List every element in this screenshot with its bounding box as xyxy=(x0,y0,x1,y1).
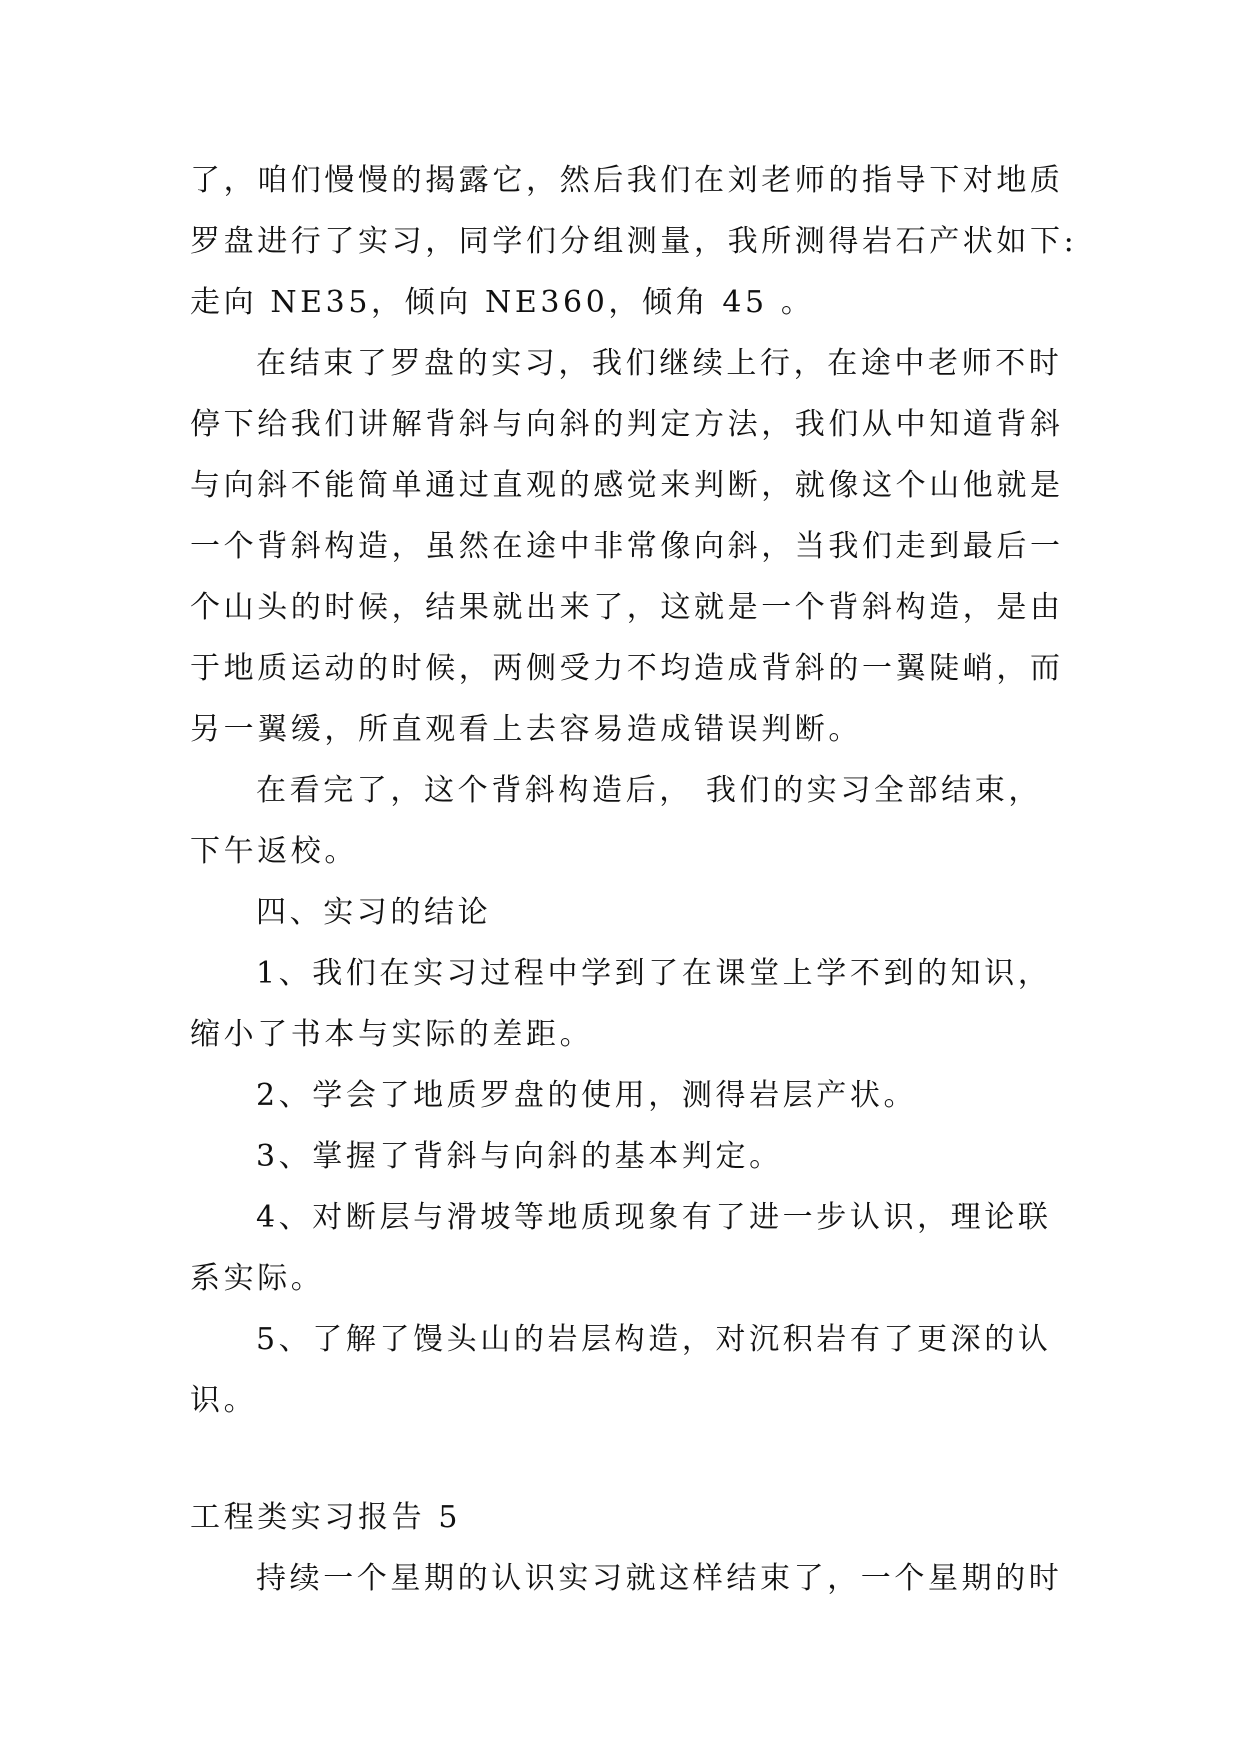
section-heading: 工程类实习报告 5 xyxy=(190,1500,462,1535)
document-page xyxy=(190,150,1078,1609)
text-line: 2、学会了地质罗盘的使用，测得岩层产状。 xyxy=(256,1078,918,1113)
report-body xyxy=(190,150,1078,1431)
text-line: 停下给我们讲解背斜与向斜的判定方法，我们从中知道背斜 xyxy=(190,407,1064,442)
text-line: 四、实习的结论 xyxy=(256,895,492,930)
paragraph xyxy=(190,882,1050,943)
paragraph xyxy=(190,1126,1050,1187)
paragraph xyxy=(190,150,1078,333)
paragraph xyxy=(190,1309,1050,1431)
text-line: 系实际。 xyxy=(190,1261,325,1296)
text-line: 个山头的时候，结果就出来了，这就是一个背斜构造，是由 xyxy=(190,590,1064,625)
text-line: 于地质运动的时候，两侧受力不均造成背斜的一翼陡峭，而 xyxy=(190,651,1064,686)
text-line: 罗盘进行了实习，同学们分组测量，我所测得岩石产状如下: xyxy=(190,224,1078,259)
text-line: 一个背斜构造，虽然在途中非常像向斜，当我们走到最后一 xyxy=(190,529,1064,564)
paragraph xyxy=(190,1548,1063,1609)
paragraph xyxy=(190,760,1050,882)
text-line: 在结束了罗盘的实习，我们继续上行，在途中老师不时 xyxy=(256,346,1063,381)
text-line: 与向斜不能简单通过直观的感觉来判断，就像这个山他就是 xyxy=(190,468,1064,503)
text-line: 3、掌握了背斜与向斜的基本判定。 xyxy=(256,1139,783,1174)
text-line: 1、我们在实习过程中学到了在课堂上学不到的知识， xyxy=(256,956,1052,991)
text-line: 走向 NE35，倾向 NE360，倾角 45 。 xyxy=(190,285,815,320)
section-gap xyxy=(190,1431,1050,1487)
text-line: 另一翼缓，所直观看上去容易造成错误判断。 xyxy=(190,712,862,747)
text-line: 5、了解了馒头山的岩层构造，对沉积岩有了更深的认 xyxy=(256,1322,1052,1357)
text-line: 持续一个星期的认识实习就这样结束了，一个星期的时 xyxy=(256,1561,1063,1596)
text-line: 在看完了，这个背斜构造后， 我们的实习全部结束， xyxy=(256,773,1042,808)
paragraph xyxy=(190,943,1050,1065)
text-line: 下午返校。 xyxy=(190,834,358,869)
paragraph xyxy=(190,333,1064,760)
closing-paragraph xyxy=(190,1548,1063,1609)
text-line: 了，咱们慢慢的揭露它，然后我们在刘老师的指导下对地质 xyxy=(190,163,1064,198)
paragraph xyxy=(190,1065,1050,1126)
text-line: 识。 xyxy=(190,1383,258,1418)
text-line: 4、对断层与滑坡等地质现象有了进一步认识，理论联 xyxy=(256,1200,1052,1235)
paragraph xyxy=(190,1187,1050,1309)
text-line: 缩小了书本与实际的差距。 xyxy=(190,1017,594,1052)
